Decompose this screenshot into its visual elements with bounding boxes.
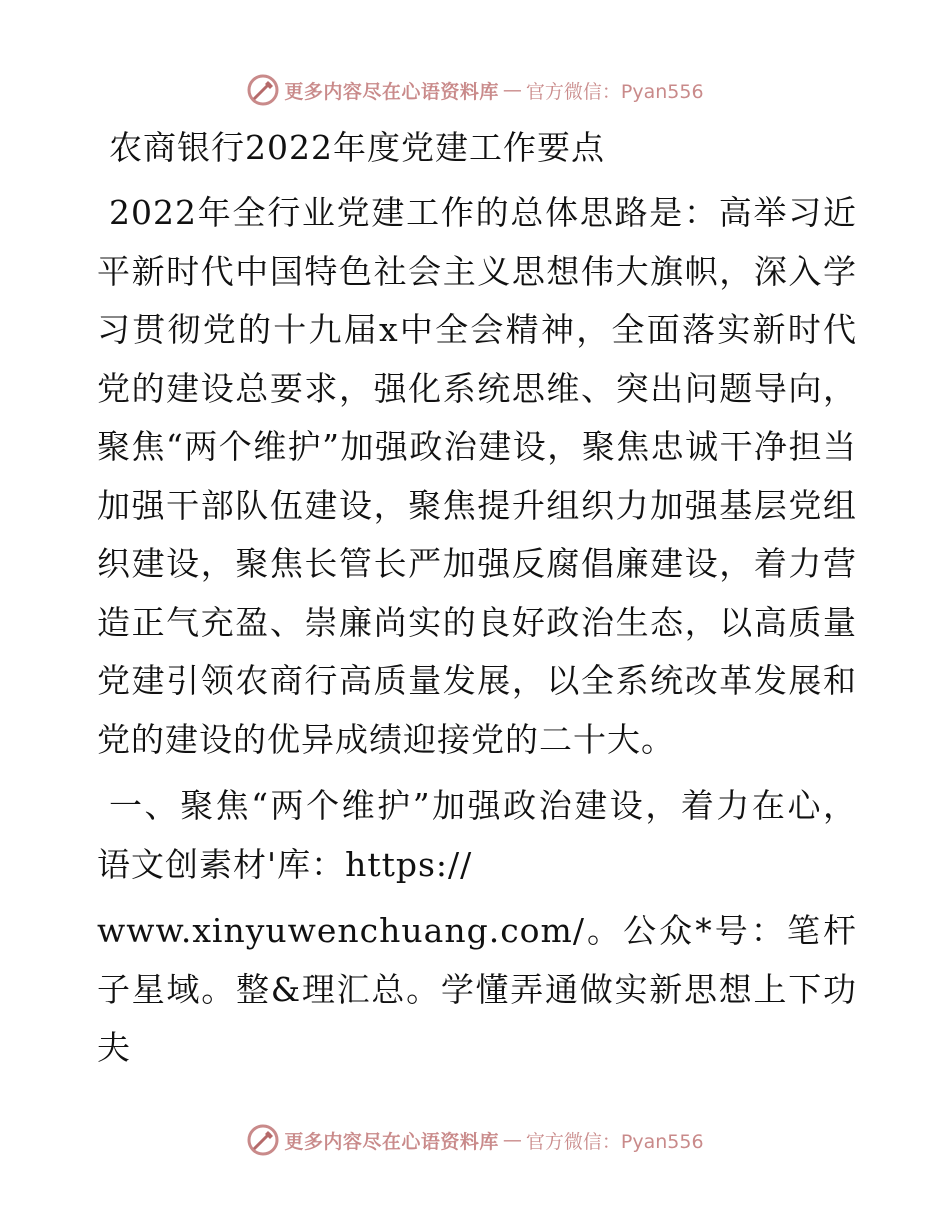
document-title: 农商银行2022年度党建工作要点 xyxy=(109,128,605,167)
watermark-dash: — xyxy=(502,79,522,101)
paragraph-section-one-cont: www.xinyuwenchuang.com/。公众*号：笔杆子星域。整&理汇总。学懂弄通做实新思想上下功夫 xyxy=(97,911,857,1067)
watermark-wechat-text: 官方微信：Pyan556 xyxy=(525,1130,704,1153)
document-body xyxy=(97,118,857,1086)
watermark-wechat-text: 官方微信：Pyan556 xyxy=(525,80,704,103)
watermark-logo-icon xyxy=(246,73,280,107)
watermark-header xyxy=(0,70,950,110)
watermark-dash: — xyxy=(502,1129,522,1151)
watermark-logo-icon xyxy=(246,1123,280,1157)
watermark-main-text: 更多内容尽在心语资料库 xyxy=(284,80,499,103)
watermark-main-text: 更多内容尽在心语资料库 xyxy=(284,1130,499,1153)
paragraph-overview: 2022年全行业党建工作的总体思路是：高举习近平新时代中国特色社会主义思想伟大旗帜，深入学习贯彻党的十九届x中全会精神，全面落实新时代党的建设总要求，强化系统思维、突出问题导向，聚焦“两个维护”加强政治建设，聚焦忠诚干净担当加强干部队伍建设，聚焦提升组织力加强基层党组织建设，聚焦长管长严加强反腐倡廉建设，着力营造正气充盈、崇廉尚实的良好政治生态，以高质量党建引领农商行高质量发展，以全系统改革发展和党的建设的优异成绩迎接党的二十大。 xyxy=(97,193,857,759)
paragraph-section-one: 一、聚焦“两个维护”加强政治建设，着力在心，语文创素材'库：https:// xyxy=(97,786,857,884)
watermark-footer xyxy=(0,1120,950,1160)
